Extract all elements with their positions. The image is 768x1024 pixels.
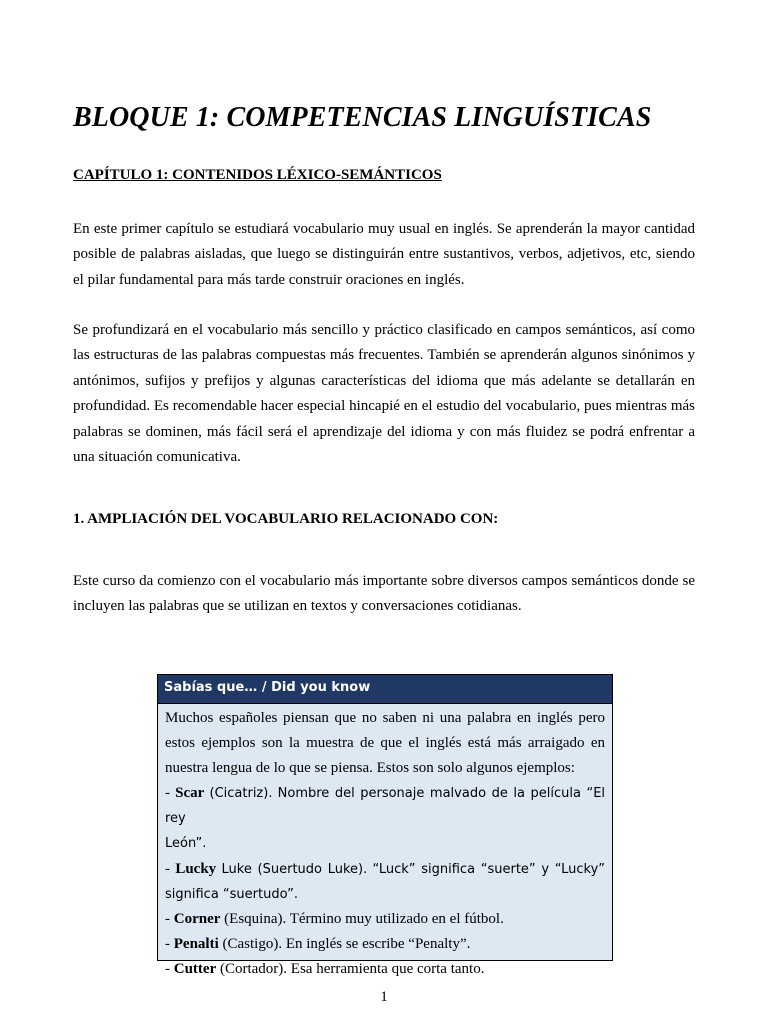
example-note: Nombre del personaje malvado de la película “El rey [165,786,606,827]
bullet: - [165,860,176,877]
example-item-penalti [165,932,605,957]
example-note-continuation: significa “suertudo”. [165,886,298,902]
section-title: 1. AMPLIACIÓN DEL VOCABULARIO RELACIONADO CON: [73,511,499,527]
did-you-know-box [157,674,613,977]
bullet: - [165,960,174,977]
example-item-lucky [165,857,605,882]
example-item-cutter [165,957,605,982]
example-term: Scar [175,785,205,802]
box-intro-line: Muchos españoles piensan que no saben ni una palabra en inglés pero [165,710,605,726]
box-intro-line: nuestra lengua de lo que se piensa. Estos son solo algunos ejemplos: [165,760,575,777]
example-meaning: (Esquina). [224,910,287,927]
chapter-title: CAPÍTULO 1: CONTENIDOS LÉXICO-SEMÁNTICOS [73,167,442,183]
example-note-continuation: León”. [165,836,207,852]
example-meaning: (Cortador). [219,960,288,977]
page-number: 1 [380,989,388,1005]
bullet: - [165,910,174,927]
bullet: - [165,935,174,952]
example-note: Esa herramienta que corta tanto. [290,960,485,977]
example-note: Término muy utilizado en el fútbol. [289,910,504,927]
example-meaning: Luke (Suertudo Luke). [221,861,368,877]
did-you-know-body [158,704,612,982]
example-term: Penalti [173,935,219,952]
example-term: Lucky [175,860,217,877]
example-note: En inglés se escribe “Penalty”. [285,935,471,952]
example-term: Cutter [173,960,217,977]
vocabulary-paragraph: Se profundizará en el vocabulario más sencillo y práctico clasificado en campos semánticos, así como las estructuras de las palabras compuestas más frecuentes. También se aprenderán algunos sinónimos y antónimos, sufijos y prefijos y algunas características del idioma que más adelante se detallarán en profundidad. Es recomendable hacer especial hincapié en el estudio del vocabulario, pues mientras más palabras se dominen, más fácil será el aprendizaje del idioma y con más fluidez se podrá enfrentar a una situación comunicativa. [73,322,695,466]
bullet: - [165,785,176,802]
example-item-scar [165,781,605,831]
intro-paragraph: En este primer capítulo se estudiará vocabulario muy usual en inglés. Se aprenderán la mayor cantidad posible de palabras aisladas, que luego se distinguirán entre sustantivos, verbos, adjetivos, etc, siendo el pilar fundamental para más tarde construir oraciones en inglés. [73,221,695,288]
example-note: “Luck” significa “suerte” y “Lucky” [372,861,605,877]
example-meaning: (Castigo). [222,935,283,952]
did-you-know-header: Sabías que… / Did you know [158,675,612,704]
example-term: Corner [173,910,221,927]
course-paragraph: Este curso da comienzo con el vocabulario más importante sobre diversos campos semánticos donde se incluyen las palabras que se utilizan en textos y conversaciones cotidianas. [73,573,695,615]
example-item-corner [165,907,605,932]
example-meaning: (Cicatriz). [209,786,273,802]
box-intro-line: estos ejemplos son la muestra de que el inglés está más arraigado en [165,735,605,752]
block-title: BLOQUE 1: COMPETENCIAS LINGUÍSTICAS [73,102,652,133]
